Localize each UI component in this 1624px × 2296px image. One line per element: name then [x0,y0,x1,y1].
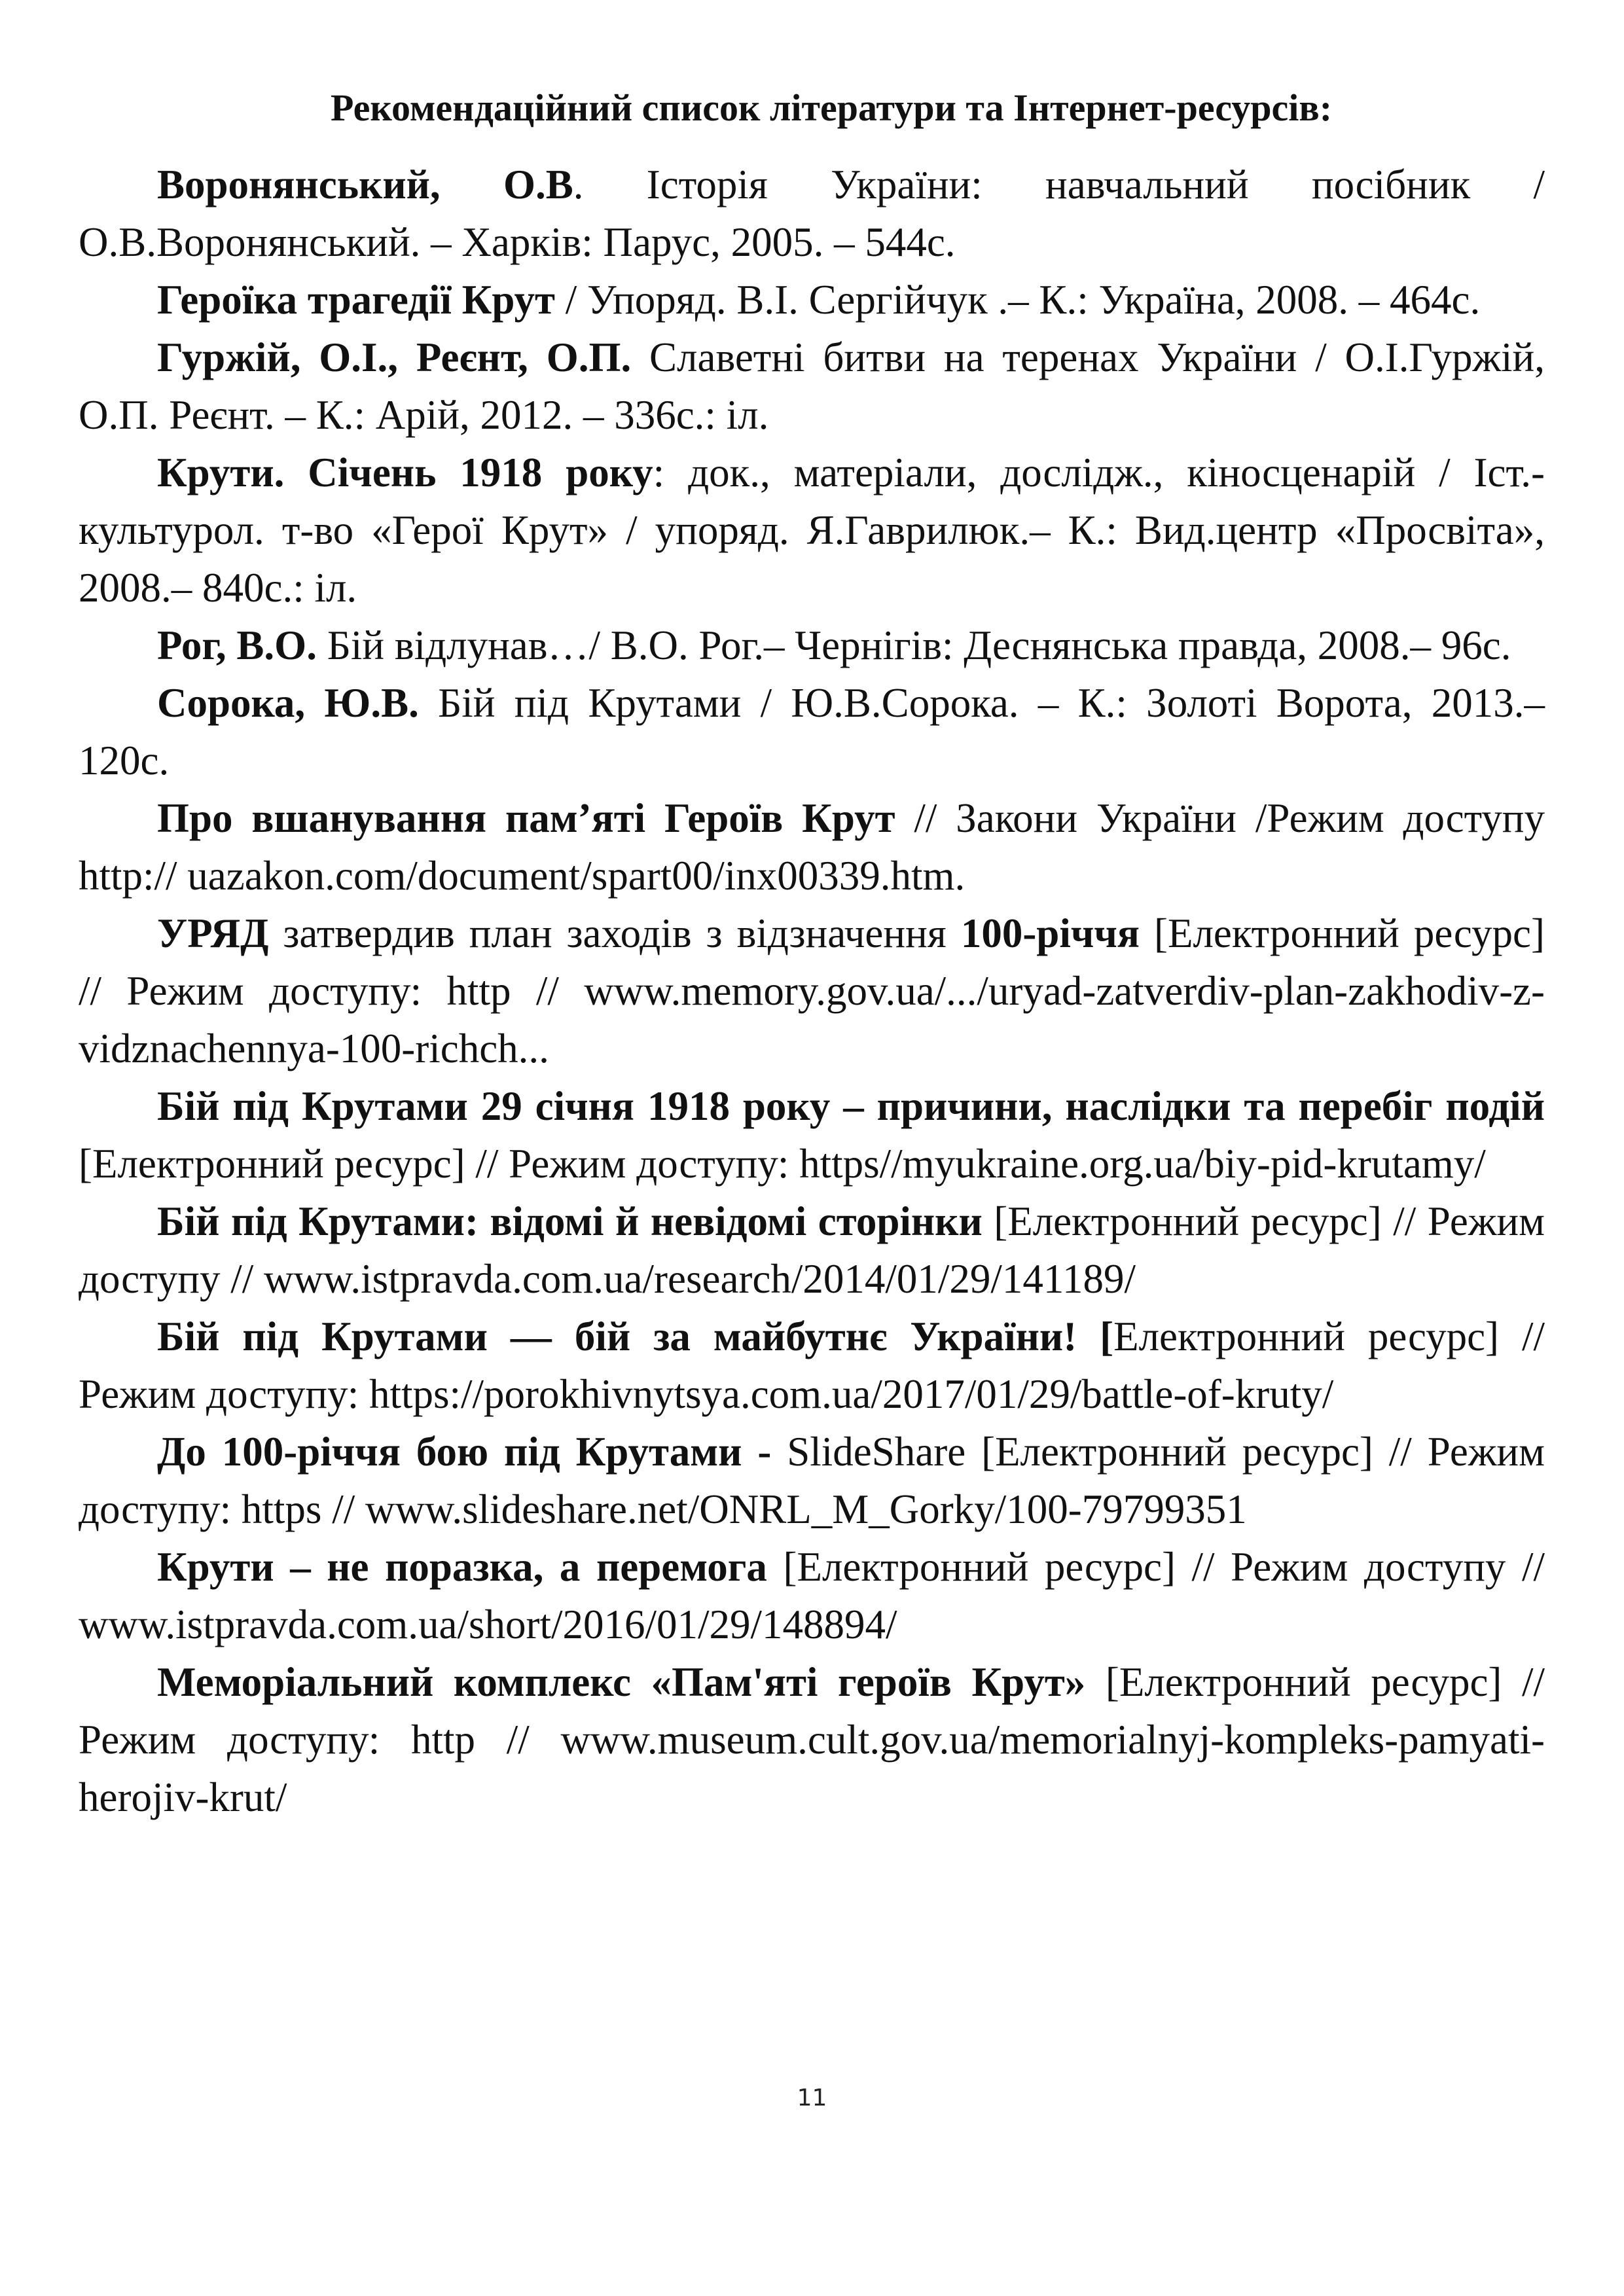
entry-text-2: [Електронний ресурс] // Режим доступу: http // www.memory.gov.ua/.../uryad-zatverdiv-plan-zakhodiv-z-vidznachennya-100-richch... [79,910,1545,1071]
entry-text: / Упоряд. В.І. Сергійчук .– К.: Україна, 2008. – 464с. [555,277,1481,323]
entry-bold-text: До 100-річчя бою під Крутами - [157,1429,772,1475]
entry-text: [Електронний ресурс] // Режим доступу // www.istpravda.com.ua/research/2014/01/29/141189/ [79,1198,1545,1302]
bibliography-entry [79,444,1545,617]
entry-bold-text: УРЯД [157,910,269,956]
entry-text: [Електронний ресурс] // Режим доступу: http // www.museum.cult.gov.ua/memorialnyj-kompleks-pamyati-herojiv-krut/ [79,1659,1545,1820]
entry-bold-text: Гуржій, О.І., Реєнт, О.П. [157,334,632,380]
bibliography-entry [79,1653,1545,1826]
entry-text: Бій під Крутами / Ю.В.Сорока. – К.: Золоті Ворота, 2013.– 120с. [79,680,1545,783]
bibliography-entry [79,617,1545,674]
entry-text: // Закони України /Режим доступу http:// uazakon.com/document/spart00/inx00339.htm. [79,795,1545,899]
bibliography-entry [79,1423,1545,1538]
entry-bold-text: Меморіальний комплекс «Пам'яті героїв Крут» [157,1659,1086,1705]
entry-text: Бій відлунав…/ В.О. Рог.– Чернігів: Деснянська правда, 2008.– 96с. [316,622,1511,668]
entry-text: [Електронний ресурс] // Режим доступу: https//myukraine.org.ua/biy-pid-krutamy/ [79,1141,1486,1187]
bibliography-entry [79,1308,1545,1423]
entry-bold-text: Крути – не поразка, а перемога [157,1544,767,1590]
entry-text: [Електронний ресурс] // Режим доступу // www.istpravda.com.ua/short/2016/01/29/148894/ [79,1544,1545,1647]
entry-text: : док., матеріали, дослідж., кіносценарій / Іст.-культурол. т-во «Герої Крут» / упоряд. Я.Гаврилюк.– К.: Вид.центр «Просвіта», 2008.– 840с.: іл. [79,450,1545,611]
entry-bold-text: Бій під Крутами — бій за майбутнє України! [ [157,1314,1114,1359]
document-content [79,79,1545,1826]
bibliography-entry [79,329,1545,444]
entry-bold-text: Героїка трагедії Крут [157,277,556,323]
entry-bold-text: Бій під Крутами 29 січня 1918 року – причини, наслідки та перебіг подій [157,1083,1545,1129]
entry-bold-text: Про вшанування пам’яті Героїв Крут [157,795,895,841]
bibliography-entry [79,789,1545,905]
entry-bold-text: Крути. Січень 1918 року [157,450,653,495]
bibliography-entry [79,271,1545,329]
bibliography-entry [79,156,1545,271]
entry-bold-text: Бій під Крутами: відомі й невідомі сторінки [157,1198,983,1244]
page-number: 11 [797,2085,827,2111]
entry-text: . Історія України: навчальний посібник / О.В.Воронянський. – Харків: Парус, 2005. – 544с. [79,162,1545,265]
bibliography-entry [79,1077,1545,1193]
entry-text: затвердив план заходів з відзначення [268,910,961,956]
bibliography-entry [79,1538,1545,1653]
entry-bold-text: Сорока, Ю.В. [157,680,419,726]
entry-bold-text: Воронянський, О.В [157,162,573,207]
entry-bold-text-2: 100-річчя [960,910,1140,956]
entry-text: Славетні битви на теренах України / О.І.Гуржій, О.П. Реєнт. – К.: Арій, 2012. – 336с.: іл. [79,334,1545,438]
page-title: Рекомендаційний список літератури та Інтернет-ресурсів: [330,86,1333,129]
entry-text: SlideShare [Електронний ресурс] // Режим доступу: https // www.slideshare.net/ONRL_M_Gorky/100-79799351 [79,1429,1545,1532]
bibliography-entry [79,1193,1545,1308]
entry-bold-text: Рог, В.О. [157,622,317,668]
bibliography-entry [79,905,1545,1077]
entry-text: Електронний ресурс] // Режим доступу: https://porokhivnytsya.com.ua/2017/01/29/battle-of-kruty/ [79,1314,1545,1417]
bibliography-entry [79,674,1545,789]
